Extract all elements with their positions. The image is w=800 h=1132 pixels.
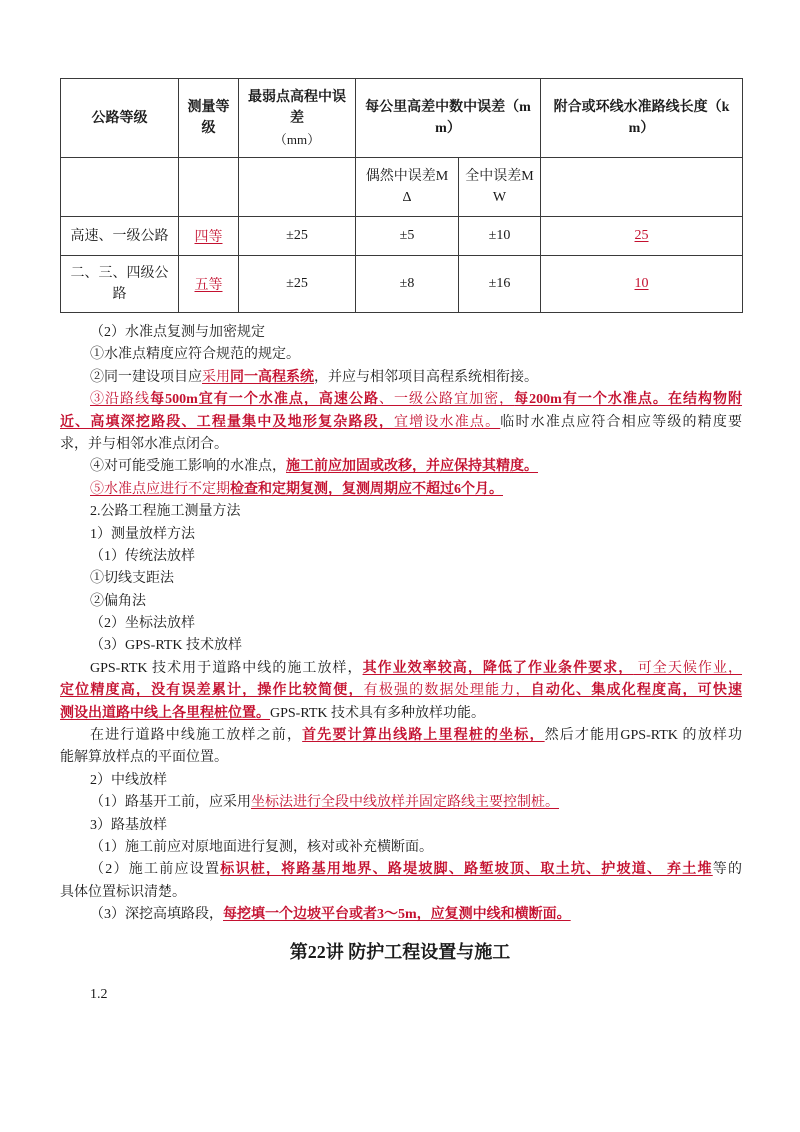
body-line (60, 703, 742, 725)
body-text-block (60, 322, 742, 927)
highlighted-text: 检查和定期复测，复测周期应不超过6个月。 (230, 481, 503, 497)
highlighted-text: 标识桩，将路基用地界、路堤坡脚、路堑坡顶、取土坑、护坡道、 弃土堆 (220, 862, 713, 878)
header-text: 公路等级 (91, 110, 148, 126)
table-row (61, 256, 743, 313)
subheader-total-error (459, 158, 541, 217)
empty-cell (239, 158, 356, 217)
body-line (60, 635, 742, 657)
body-line (60, 456, 742, 478)
highlighted-text: 坐标法进行全段中线放样并固定路线主要控制桩。 (251, 795, 559, 811)
highlighted-text: 四等 (194, 230, 223, 245)
body-text: （2）水准点复测与加密规定 (90, 325, 265, 340)
section-title (60, 501, 742, 523)
body-text: ②偏角法 (90, 593, 146, 609)
highlighted-text: ③沿路线 (90, 392, 151, 408)
cell-text: ±25 (286, 228, 308, 243)
body-text: 等的 (712, 862, 743, 878)
body-text: 1）测量放样方法 (90, 526, 195, 542)
body-text: 2）中线放样 (90, 772, 167, 788)
highlighted-text: 10 (634, 276, 649, 291)
body-line (60, 389, 742, 411)
highlighted-text: 五等 (194, 278, 223, 293)
cell-road-grade (61, 256, 179, 313)
body-text: 2.公路工程施工测量方法 (90, 504, 241, 520)
highlighted-text: 同一高程系统 (230, 369, 314, 385)
body-text: 在进行道路中线施工放样之前， (90, 728, 303, 744)
cell-text: 高速、一级公路 (70, 228, 169, 244)
body-text: ②同一建设项目应 (90, 369, 202, 385)
highlighted-text: 近、高填深挖路段、工程量集中及地形复杂路段， (60, 414, 394, 430)
body-text: （3）深挖高填路段， (90, 907, 223, 923)
header-text: m） (435, 121, 461, 136)
body-line (60, 434, 742, 456)
table-row (61, 217, 743, 256)
subheader-text: W (492, 190, 507, 205)
body-text: （3）GPS-RTK 技术放样 (90, 638, 243, 654)
body-line (60, 837, 742, 859)
body-line (60, 725, 742, 747)
body-text: （1）施工前应对原地面进行复测，核对或补充横断面。 (90, 839, 433, 855)
body-text: 然后才能用GPS-RTK 的放样功 (544, 728, 743, 744)
body-text: （1）传统法放样 (90, 548, 195, 564)
subsection-title (60, 524, 742, 546)
header-text: 级 (201, 121, 216, 136)
body-line (60, 658, 742, 680)
highlighted-text: 可全天候作业， (633, 660, 742, 676)
highlighted-text: 其作业效率较高，降低了作业条件要求， (362, 660, 634, 676)
body-text: 具体位置标识清楚。 (60, 884, 186, 900)
body-text: GPS-RTK 技术用于道路中线的施工放样， (90, 660, 363, 676)
body-text: ①切线支距法 (90, 571, 174, 587)
empty-cell (541, 158, 743, 217)
cell-text: ±16 (488, 276, 511, 291)
cell-total-error (459, 256, 541, 313)
body-line (60, 367, 742, 389)
highlighted-text: 、一级公路宜加密， (378, 392, 515, 408)
subsection-title (60, 815, 742, 837)
section-number: 1.2 (90, 987, 108, 1002)
highlighted-text: 每挖填一个边坡平台或者3～5m，应复测中线和横断面。 (223, 907, 571, 923)
table-subheader-row (61, 158, 743, 217)
body-line (60, 568, 742, 590)
body-text: 3）路基放样 (90, 817, 167, 833)
cell-weakest-point-error (239, 217, 356, 256)
cell-text: 二、三、四级公 (70, 266, 169, 281)
body-line (60, 591, 742, 613)
body-text: 临时水准点应符合相应等级的精度要 (500, 414, 743, 430)
body-line (60, 479, 742, 501)
empty-cell (179, 158, 239, 217)
cell-survey-grade (179, 256, 239, 313)
body-text: ①水准点精度应符合规范的规定。 (90, 347, 300, 363)
highlighted-text: 测设出道路中线上各里程桩位置。 (60, 705, 270, 721)
cell-text: 路 (112, 287, 127, 302)
body-line (60, 322, 742, 344)
header-text: 测量等 (187, 100, 230, 115)
cell-text: ±10 (488, 228, 511, 243)
subheader-text: 全中误差M (465, 169, 534, 184)
highlighted-text: 每500m宜有一个水准点，高速公路 (150, 392, 379, 408)
cell-total-error (459, 217, 541, 256)
header-per-km-error (356, 79, 541, 158)
header-text: 最弱点高程中误 (248, 89, 346, 105)
header-route-length (541, 79, 743, 158)
body-line (60, 882, 742, 904)
header-weakest-point-error (239, 79, 356, 158)
table-header-row (61, 79, 743, 158)
body-line (60, 792, 742, 814)
cell-weakest-point-error (239, 256, 356, 313)
header-survey-grade (179, 79, 239, 158)
cell-survey-grade (179, 217, 239, 256)
body-line (60, 613, 742, 635)
body-text: （1）路基开工前，应采用 (90, 795, 251, 811)
highlighted-text: 宜增设水准点。 (394, 414, 501, 430)
highlighted-text: 每200m有一个水准点。在结构物附 (514, 392, 743, 408)
highlighted-text: 有极强的数据处理能力， (363, 683, 531, 699)
body-line (60, 344, 742, 366)
header-road-grade (61, 79, 179, 158)
cell-text: ±8 (399, 276, 415, 291)
body-text: （2）坐标法放样 (90, 616, 195, 632)
body-text: ，并应与相邻项目高程系统相衔接。 (314, 369, 538, 385)
subsection-title (60, 770, 742, 792)
body-text: （2）施工前应设置 (90, 862, 221, 878)
cell-route-length (541, 217, 743, 256)
lecture-heading: 第22讲 防护工程设置与施工 (289, 942, 511, 962)
body-text: 求，并与相邻水准点闭合。 (60, 436, 228, 452)
cell-accidental-error (356, 256, 459, 313)
body-text: ④对可能受施工影响的水准点， (90, 459, 286, 475)
empty-cell (61, 158, 179, 217)
highlighted-text: 25 (634, 228, 649, 243)
subheader-accidental-error (356, 158, 459, 217)
cell-text: ±25 (286, 276, 308, 291)
cell-road-grade (61, 217, 179, 256)
header-unit: （mm） (273, 131, 321, 147)
cell-route-length (541, 256, 743, 313)
cell-text: ±5 (399, 228, 415, 243)
header-text: 每公里高差中数中误差（m (365, 100, 531, 115)
subheader-text: Δ (402, 190, 412, 205)
body-text: GPS-RTK 技术具有多种放样功能。 (270, 705, 486, 721)
cell-accidental-error (356, 217, 459, 256)
body-line (60, 859, 742, 881)
header-text: 附合或环线水准路线长度（k (553, 100, 730, 115)
highlighted-text: 施工前应加固或改移，并应保持其精度。 (286, 459, 538, 475)
header-text: m） (628, 121, 655, 136)
body-line (60, 747, 742, 769)
highlighted-text: 定位精度高，没有误差累计，操作比较简便， (60, 683, 364, 699)
body-line (60, 904, 742, 926)
body-line (60, 546, 742, 568)
highlighted-text: ⑤水准点应进行不定期 (90, 481, 230, 497)
highlighted-text: 首先要计算出线路上里程桩的坐标， (302, 728, 545, 744)
subheader-text: 偶然中误差M (365, 169, 449, 184)
header-text: 差 (290, 110, 304, 126)
body-text: 能解算放样点的平面位置。 (60, 750, 228, 766)
highlighted-text: 采用 (202, 369, 230, 385)
body-line (60, 680, 742, 702)
body-line (60, 412, 742, 434)
leveling-accuracy-table (60, 78, 743, 313)
highlighted-text: 自动化、集成化程度高，可快速 (530, 683, 743, 699)
